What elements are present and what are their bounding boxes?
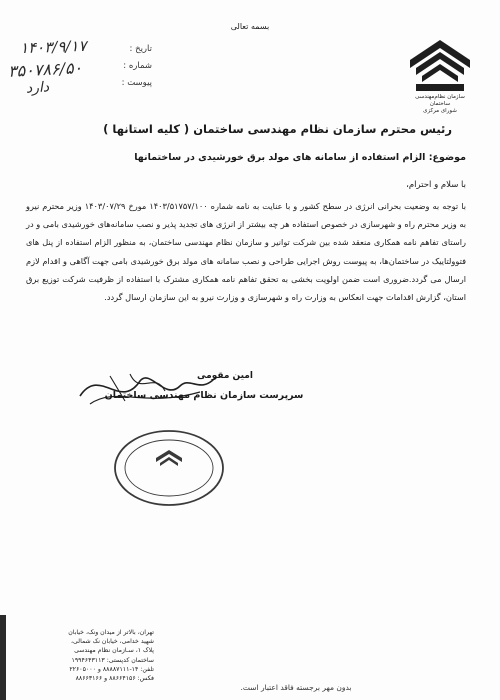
address-line: پلاک ۱، سـازمان نظام مهندسی (74, 647, 154, 655)
attachment-label: پیوست : (121, 77, 152, 88)
number-label: شماره : (123, 60, 152, 71)
date-label: تاریخ : (129, 43, 152, 54)
logo-subcaption: شورای مرکزی (423, 108, 457, 114)
organization-logo (408, 38, 472, 114)
recipient-line: رئیس محترم سازمان نظام مهندسی ساختمان ( کلیه استانها ) (103, 122, 452, 136)
greeting: با سلام و احترام، (406, 180, 466, 190)
handwritten-attachment: دارد (25, 79, 50, 97)
footer-validity-note: بدون مهر برجسته فاقد اعتبار است. (240, 683, 352, 692)
signatory-name: امین مقومی (197, 371, 253, 381)
address-line: تهران، بالاتر از میدان ونک، خیابان (68, 629, 154, 636)
logo-caption: سازمان نظام‌مهندسی ساختمان (415, 94, 465, 107)
handwritten-signature (70, 356, 220, 416)
footer-address (14, 628, 154, 683)
address-line: فکس: ۸۸۶۶۴۱۵۶ و ۸۸۶۶۳۱۶۶ (75, 675, 154, 683)
handwritten-date: ۱۴۰۳/۹/۱۷ (19, 36, 87, 58)
signatory-title: سرپرست سازمان نظام مهندسی ساختمان (104, 390, 304, 401)
address-line: ساختمان کدپستی: ۱۹۹۴۶۴۳۱۱۳ (71, 656, 154, 664)
basmala: بسمه تعالی (230, 22, 270, 31)
letter-body: با توجه به وضعیت بحرانی انرژی در سطح کشور و با عنایت به نامه شماره ۱۴۰۳/۵۱۷۵۷/۱۰۰ مورخ ۱۴۰۳/۰۷/۲۹ وزیر محترم نیرو به وزیر محترم راه و شهرسازی در خصوص استفاده هر چه بیشتر از انرژی های تجدید پذیر و نصب سامانه‌های خورشیدی بامی و در راستای تفاهم نامه همکاری منعقد شده بین شرکت توانیر و سازمان نظام مهندسی ساختمان، به منظور الزام استفاده از پنل های فتوولتاییک در ساختمان‌ها، به پیوست روش اجرایی طراحی و نصب سامانه های مولد برق خورشیدی بامی جهت آگاهی و اقدام لازم ارسال می گردد.ضروری است ضمن اولویت بخشی به تحقق تفاهم نامه همکاری مشترک با استفاده از ظرفیت شرکت توزیع برق استان، گزارش اقدامات جهت انعکاس به وزارت راه و شهرسازی و وزارت نیرو به این سازمان ارسال گردد. (26, 201, 466, 303)
address-line: تلفن: ۱۴-۸۸۸۸۷۱۱۱ و ۲۲۶۰۵۰۰۰ (69, 665, 154, 673)
address-line: شهید خدامی، خیابان نک شمالی، (71, 638, 154, 646)
handwritten-number: ۳۵۰۷۸۶/۵۰ (7, 58, 83, 81)
subject-line: موضوع: الزام استفاده از سامانه های مولد برق خورشیدی در ساختمانها (134, 152, 466, 163)
sidebar-strip (0, 615, 6, 700)
logo-house-icon (408, 38, 472, 94)
official-stamp (112, 428, 226, 508)
